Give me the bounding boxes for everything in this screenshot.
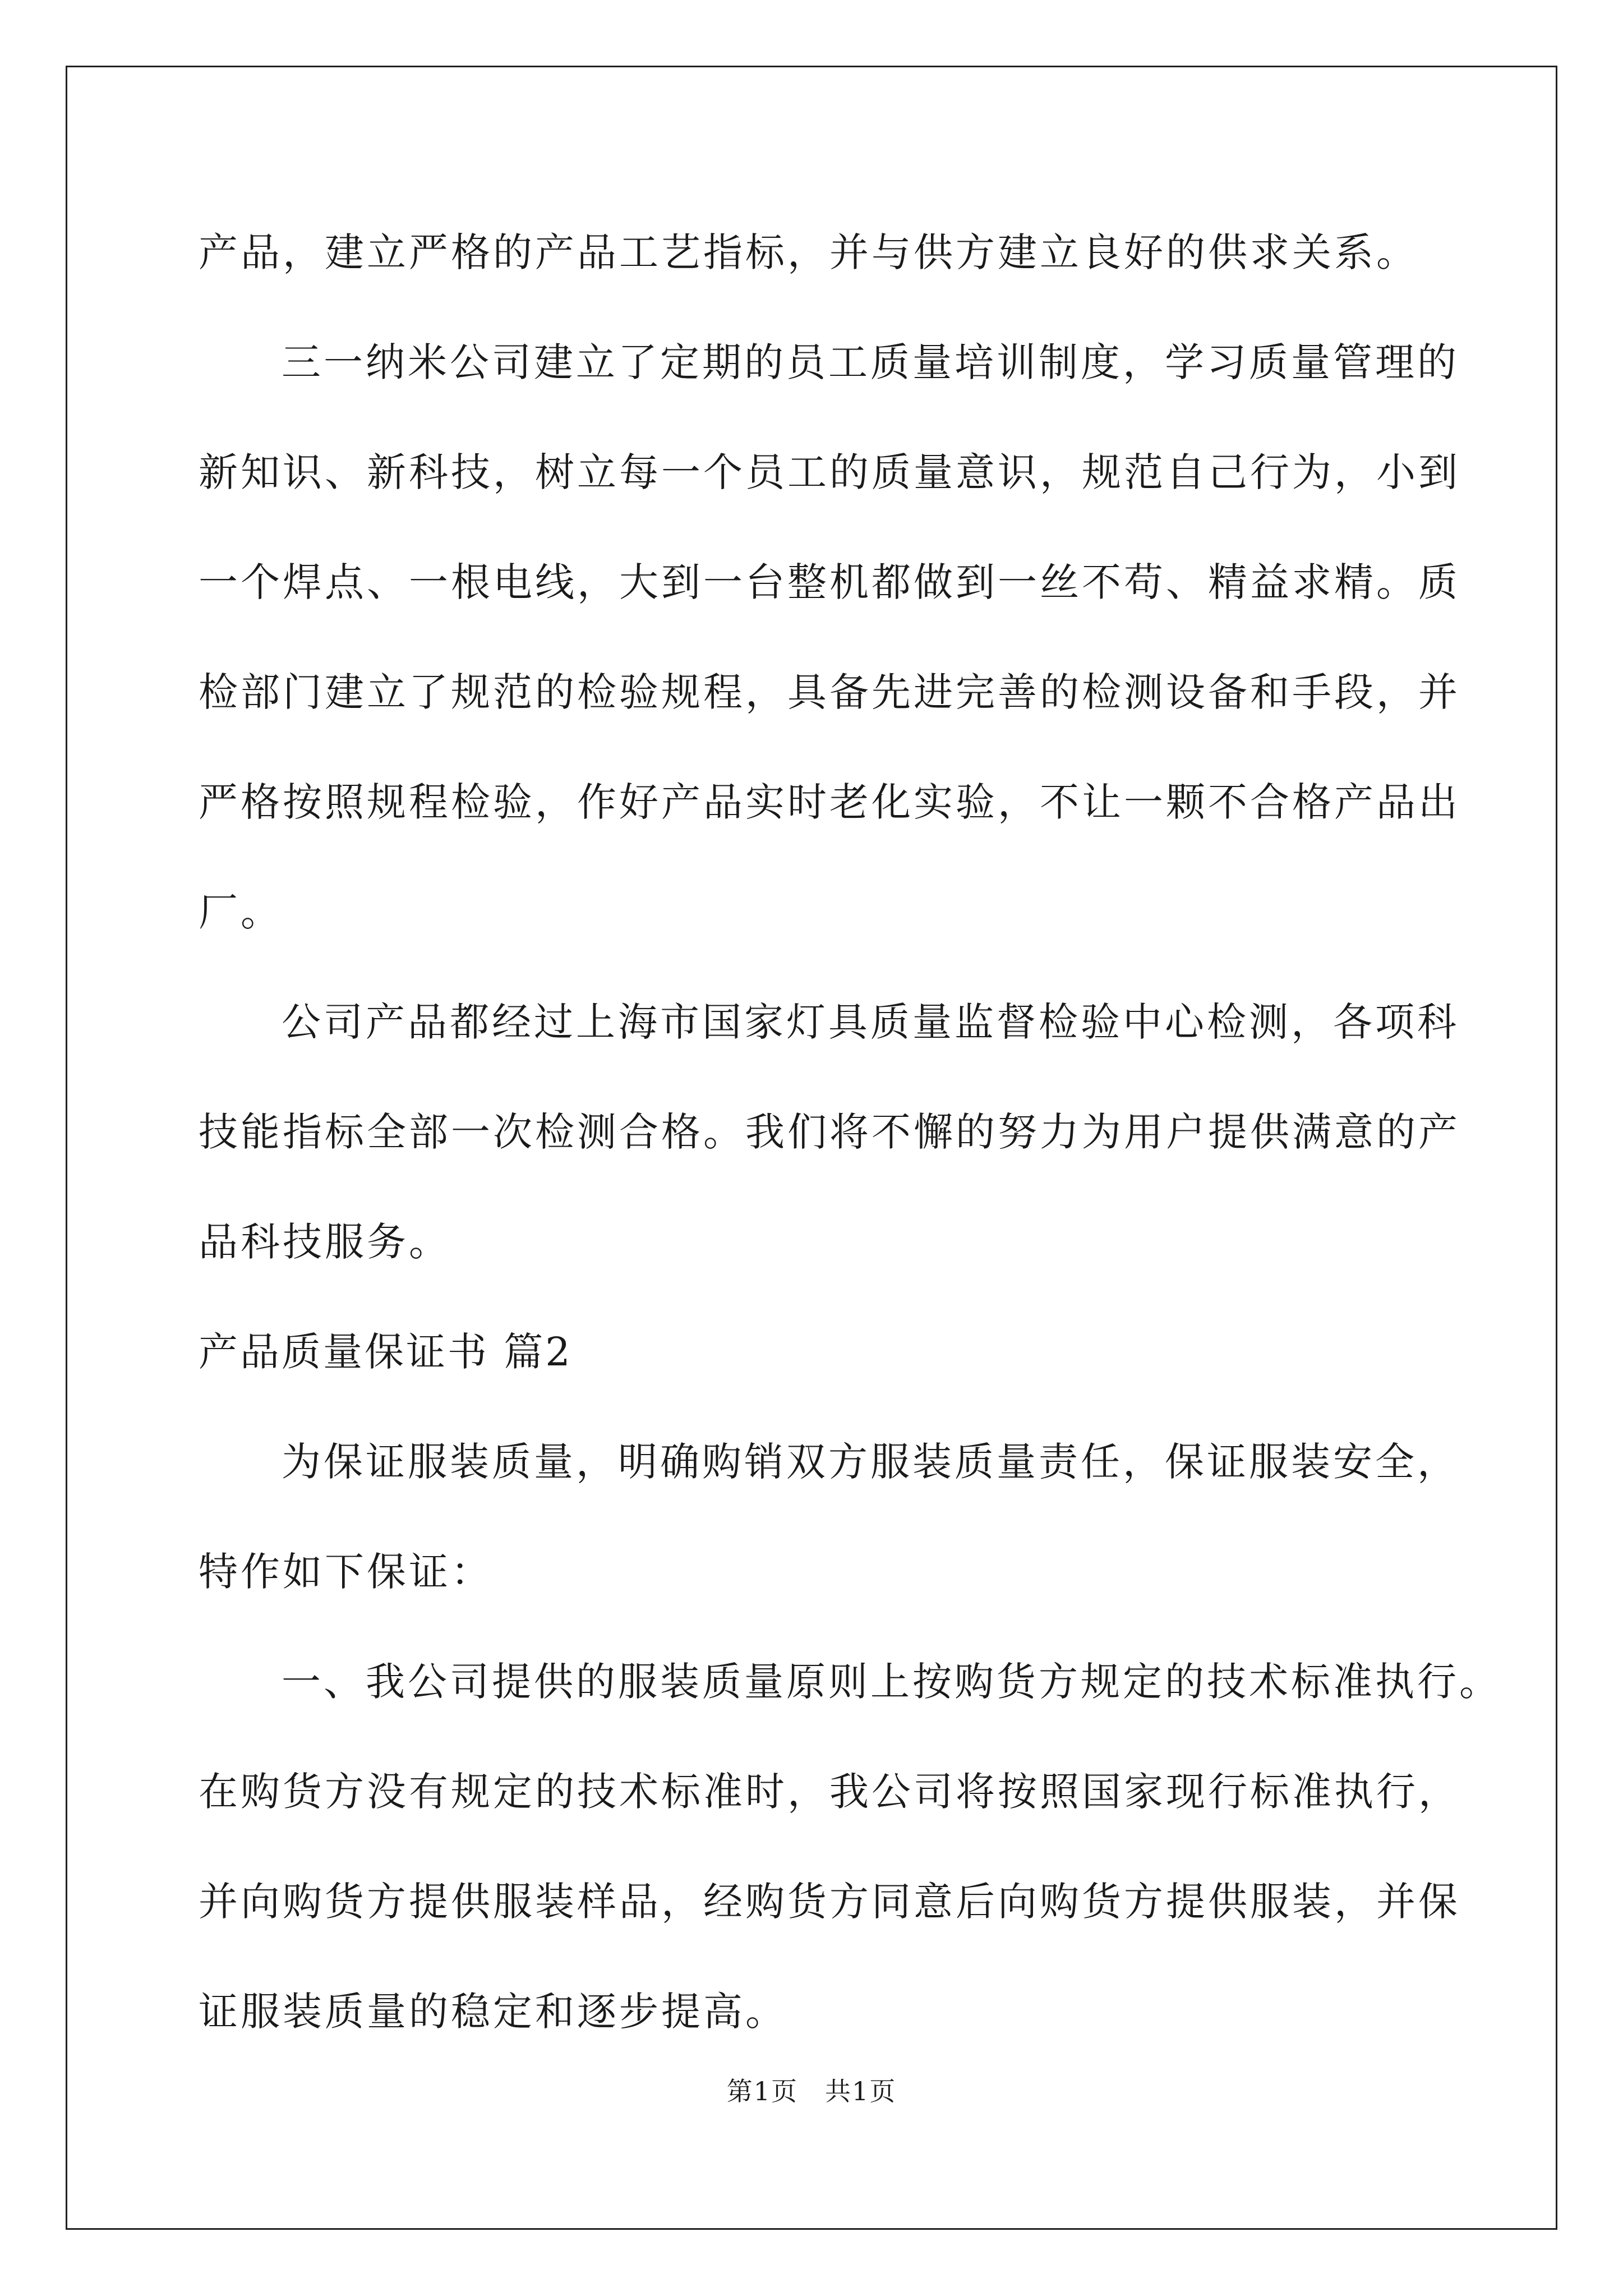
body-line-16: 并向购货方提供服装样品，经购货方同意后向购货方提供服装，并保	[199, 1879, 1460, 1925]
body-line-17: 证服装质量的稳定和逐步提高。	[199, 1989, 787, 2035]
body-line-6: 严格按照规程检验，作好产品实时老化实验，不让一颗不合格产品出	[199, 779, 1460, 825]
body-line-12: 为保证服装质量，明确购销双方服装质量责任，保证服装安全，	[282, 1439, 1459, 1485]
body-line-14: 一、我公司提供的服装质量原则上按购货方规定的技术标准执行。	[282, 1659, 1501, 1705]
body-line-7: 厂。	[199, 889, 283, 935]
body-line-2: 三一纳米公司建立了定期的员工质量培训制度，学习质量管理的	[282, 339, 1459, 385]
body-line-9: 技能指标全部一次检测合格。我们将不懈的努力为用户提供满意的产	[199, 1109, 1460, 1155]
body-line-13: 特作如下保证：	[199, 1549, 493, 1595]
section-heading: 产品质量保证书 篇2	[199, 1329, 573, 1375]
body-line-8: 公司产品都经过上海市国家灯具质量监督检验中心检测，各项科	[282, 999, 1459, 1045]
document-body	[199, 197, 1501, 2067]
body-line-1: 产品，建立严格的产品工艺指标，并与供方建立良好的供求关系。	[199, 229, 1418, 275]
body-line-15: 在购货方没有规定的技术标准时，我公司将按照国家现行标准执行，	[199, 1769, 1460, 1815]
body-line-4: 一个焊点、一根电线，大到一台整机都做到一丝不苟、精益求精。质	[199, 559, 1460, 605]
page-number: 第1页 共1页	[726, 2076, 897, 2106]
body-line-5: 检部门建立了规范的检验规程，具备先进完善的检测设备和手段，并	[199, 669, 1460, 715]
body-line-3: 新知识、新科技，树立每一个员工的质量意识，规范自己行为，小到	[199, 449, 1460, 495]
body-line-10: 品科技服务。	[199, 1219, 451, 1265]
